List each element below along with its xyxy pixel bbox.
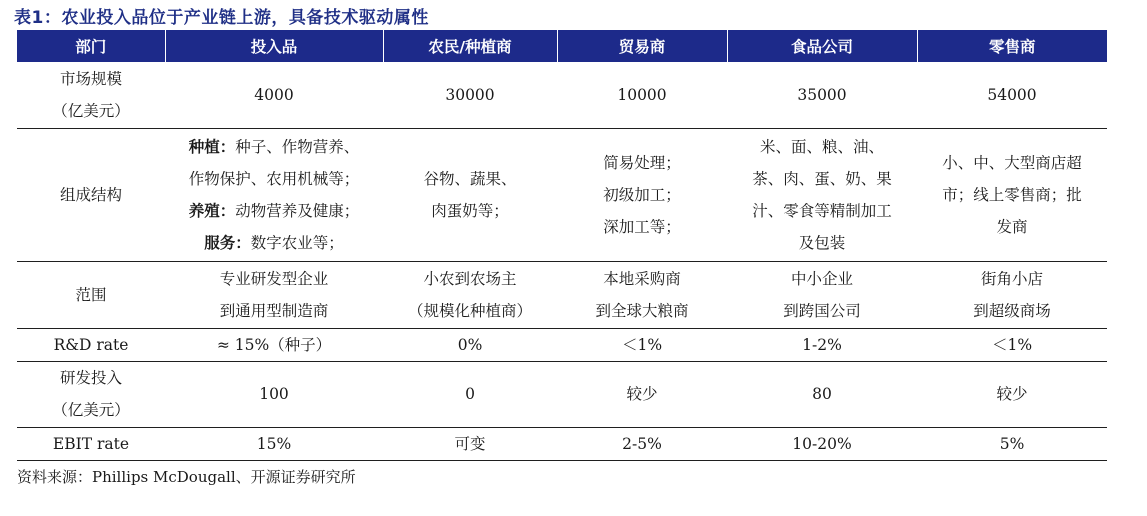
header-cell: 食品公司 [727,30,917,62]
table-cell: 可变 [383,427,557,460]
table-cell [917,261,1107,328]
label-line: 市场规模 [59,69,122,88]
table-cell: 54000 [917,62,1107,128]
cell-line: （规模化种植商） [407,301,532,320]
cell-line: 中小企业 [790,269,853,288]
row-label: EBIT rate [17,427,165,460]
header-cell: 贸易商 [557,30,727,62]
cell-line: 到通用型制造商 [219,301,329,320]
cell-line: 发商 [996,217,1028,236]
header-cell: 投入品 [165,30,383,62]
category-label: 服务： [204,232,251,252]
label-line: （亿美元） [52,101,130,120]
cell-line: 汁、零食等精制加工 [752,201,892,220]
table-cell: 0% [383,328,557,361]
cell-line: 市；线上零售商；批 [942,185,1082,204]
header-cell: 零售商 [917,30,1107,62]
cell-line: 小农到农场主 [423,269,517,288]
source-note: 资料来源：Phillips McDougall、开源证券研究所 [17,468,356,486]
cell-line: 米、面、粮、油、 [759,137,884,156]
cell-line: 茶、肉、蛋、奶、果 [752,169,892,188]
table-cell: 较少 [557,361,727,427]
cell-line: 到跨国公司 [783,301,861,320]
table-cell: 10000 [557,62,727,128]
table-cell: ＜1% [557,328,727,361]
table-cell: 2-5% [557,427,727,460]
table-title: 表1：农业投入品位于产业链上游，具备技术驱动属性 [14,8,429,28]
category-text: 数字农业等； [250,233,344,252]
label-line: 研发投入 [59,369,122,387]
cell-line: 初级加工； [603,185,681,204]
table-cell [165,261,383,328]
row-label [17,361,165,427]
category-text: 作物保护、农用机械等； [188,169,360,188]
cell-line: 小、中、大型商店超 [942,153,1082,172]
table-cell [383,261,557,328]
table-row [17,128,1107,261]
table-cell: 0 [383,361,557,427]
table-row [17,427,1107,460]
category-text: 种子、作物营养、 [235,137,360,156]
table-cell [383,128,557,261]
header-row [17,30,1107,62]
header-cell: 农民/种植商 [383,30,557,62]
table-cell [165,128,383,261]
category-label: 养殖： [188,200,236,220]
cell-line: 谷物、蔬果、 [423,169,517,188]
table-cell [727,261,917,328]
table-row [17,62,1107,128]
table-cell [917,128,1107,261]
table-cell: ＜1% [917,328,1107,361]
cell-line: 及包装 [798,233,846,252]
table-cell: 1-2% [727,328,917,361]
table-cell [727,128,917,261]
table-row [17,261,1107,328]
table-row [17,328,1107,361]
cell-line: 到超级商场 [973,301,1051,320]
composition-line [165,227,383,259]
table-cell: 35000 [727,62,917,128]
table-cell: 较少 [917,361,1107,427]
table-cell [557,261,727,328]
header-cell: 部门 [17,30,165,62]
label-line: （亿美元） [52,401,130,419]
category-text: 动物营养及健康； [235,201,360,220]
composition-line [165,163,383,195]
industry-chain-table [17,30,1107,461]
composition-line [165,131,383,163]
row-label: 范围 [17,261,165,328]
table-cell: 15% [165,427,383,460]
cell-line: 简易处理； [603,153,681,172]
table-cell: ≈ 15%（种子） [165,328,383,361]
table-cell: 80 [727,361,917,427]
cell-line: 专业研发型企业 [219,269,329,288]
table-cell: 10-20% [727,427,917,460]
cell-line: 本地采购商 [603,269,681,288]
composition-line [165,195,383,227]
table-row [17,361,1107,427]
row-label [17,62,165,128]
table-cell: 100 [165,361,383,427]
row-label: 组成结构 [17,128,165,261]
table-cell [557,128,727,261]
table-cell: 4000 [165,62,383,128]
cell-line: 到全球大粮商 [595,301,689,320]
cell-line: 深加工等； [603,217,681,236]
table-cell: 30000 [383,62,557,128]
cell-line: 街角小店 [980,269,1043,288]
table-cell: 5% [917,427,1107,460]
row-label: R&D rate [17,328,165,361]
cell-line: 肉蛋奶等； [431,201,509,220]
category-label: 种植： [188,136,236,156]
